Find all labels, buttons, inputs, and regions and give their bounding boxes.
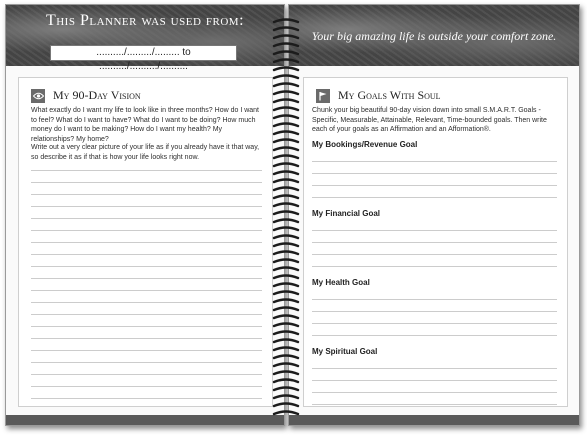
goal-lines-bookings[interactable] [312, 161, 557, 201]
vision-writing-lines[interactable] [31, 170, 262, 402]
spiral-ring [274, 324, 298, 327]
spiral-ring [274, 316, 298, 319]
vision-questions: What exactly do I want my life to look like in three months? How do I want to feel? What do I want to have? What do I want to be doing? How much money do I want to be making? How do I want my health? My relationships? My home? [31, 107, 259, 143]
goals-intro: Chunk your big beautiful 90-day vision down into small S.M.A.R.T. Goals - Specific, Measurable, Attainable, Relevant, Time-bounded goals. Then write each of your goals as an Affirmation and an Afformation®. [312, 107, 547, 133]
spiral-ring [274, 76, 298, 79]
spiral-ring [274, 364, 298, 367]
spiral-ring [274, 268, 298, 271]
goals-card [303, 77, 568, 407]
right-page [288, 4, 580, 426]
spiral-ring [274, 340, 298, 343]
spiral-ring [274, 172, 298, 175]
spiral-ring [274, 188, 298, 191]
goal-label-bookings: My Bookings/Revenue Goal [312, 140, 418, 149]
spiral-ring [274, 380, 298, 383]
spiral-binding [271, 16, 301, 416]
goal-label-health: My Health Goal [312, 278, 370, 287]
vision-instructions: Write out a very clear picture of your life as if you already have it that way, so describe it as if that is how your life looks right now. [31, 144, 260, 161]
flag-icon [316, 89, 330, 103]
goals-title: My Goals With Soul [338, 88, 441, 102]
vision-card [18, 77, 273, 407]
spiral-ring [274, 244, 298, 247]
goal-lines-spiritual[interactable] [312, 368, 557, 408]
eye-icon [31, 89, 45, 103]
spiral-ring [274, 356, 298, 359]
spiral-ring [274, 348, 298, 351]
spiral-ring [274, 108, 298, 111]
left-bottom-strip [6, 415, 284, 425]
spiral-ring [274, 116, 298, 119]
left-banner [6, 5, 284, 72]
right-banner [289, 5, 579, 66]
spiral-ring [274, 44, 298, 47]
spiral-ring [274, 300, 298, 303]
spiral-ring [274, 212, 298, 215]
spiral-ring [274, 20, 298, 23]
goals-header [316, 88, 441, 103]
spiral-ring [274, 28, 298, 31]
spiral-ring [274, 204, 298, 207]
spiral-ring [274, 60, 298, 63]
spiral-ring [274, 84, 298, 87]
date-range-field[interactable]: ........../........./......... to ........../........../.......... [50, 45, 237, 61]
comfort-zone-quote: Your big amazing life is outside your comfort zone. [311, 29, 557, 43]
spiral-ring [274, 100, 298, 103]
spiral-ring [274, 284, 298, 287]
left-page [5, 4, 285, 426]
spiral-ring [274, 308, 298, 311]
spiral-ring [274, 372, 298, 375]
spiral-ring [274, 36, 298, 39]
spiral-ring [274, 332, 298, 335]
goal-lines-financial[interactable] [312, 230, 557, 270]
spiral-ring [274, 180, 298, 183]
spiral-ring [274, 140, 298, 143]
spiral-ring [274, 68, 298, 71]
spiral-ring [274, 276, 298, 279]
spiral-ring [274, 164, 298, 167]
planner-dates-title: This Planner was used from: [45, 12, 245, 29]
spiral-ring [274, 404, 298, 407]
spiral-ring [274, 236, 298, 239]
spiral-ring [274, 132, 298, 135]
spiral-ring [274, 388, 298, 391]
right-bottom-strip [289, 415, 579, 425]
spiral-ring [274, 124, 298, 127]
spiral-ring [274, 52, 298, 55]
spiral-ring [274, 92, 298, 95]
spiral-ring [274, 148, 298, 151]
vision-title: My 90-Day Vision [53, 88, 141, 102]
spiral-ring [274, 196, 298, 199]
vision-header [31, 88, 141, 103]
goal-label-financial: My Financial Goal [312, 209, 381, 218]
goal-label-spiritual: My Spiritual Goal [312, 347, 378, 356]
spiral-ring [274, 252, 298, 255]
spiral-ring [274, 220, 298, 223]
spiral-ring [274, 396, 298, 399]
spiral-ring [274, 156, 298, 159]
spiral-ring [274, 228, 298, 231]
spiral-ring [274, 260, 298, 263]
spiral-ring [274, 292, 298, 295]
goal-lines-health[interactable] [312, 299, 557, 339]
spiral-ring [274, 412, 298, 415]
